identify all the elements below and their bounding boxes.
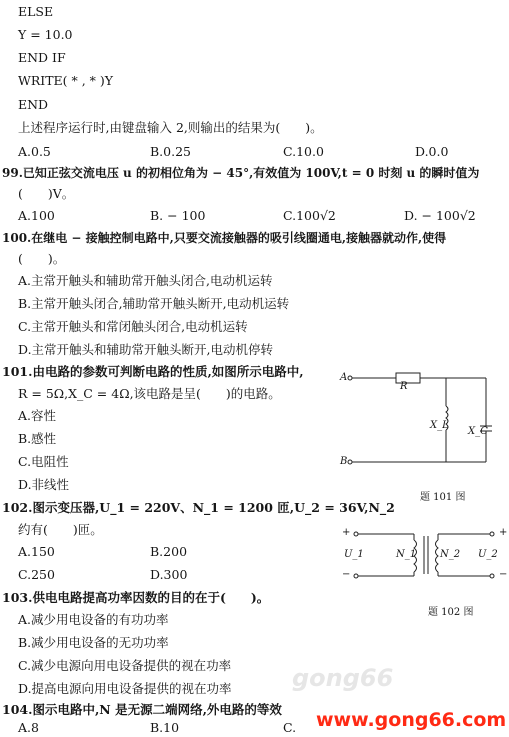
question-stem: 99.已知正弦交流电压 u 的初相位角为 − 45°,有效值为 100V,t = 0 时刻 u 的瞬时值为 <box>2 166 480 180</box>
node-b-label: B <box>340 456 348 467</box>
option-b: B. − 100 <box>150 208 206 223</box>
site-watermark: www.gong66.com <box>316 709 507 731</box>
option-b: B.减少用电设备的无功功率 <box>18 635 169 650</box>
question-stem-cont: ( )V。 <box>18 186 75 201</box>
question-stem: 101.由电路的参数可判断电路的性质,如图所示电路中, <box>2 364 304 379</box>
option-a: A.减少用电设备的有功功率 <box>18 612 169 627</box>
option-b: B.10 <box>150 720 180 735</box>
resistor-label: R <box>400 381 408 392</box>
option-b: B.200 <box>150 544 188 559</box>
code-line: Y = 10.0 <box>18 27 73 42</box>
option-b: B.0.25 <box>150 144 191 159</box>
option-b: B.感性 <box>18 431 57 446</box>
option-a: A.容性 <box>18 408 57 423</box>
n1-label: N_1 <box>396 549 417 560</box>
code-line: WRITE( * , * )Y <box>18 73 114 88</box>
option-d: D.主常开触头和辅助常开触头断开,电动机停转 <box>18 342 274 357</box>
plus-left: + <box>342 527 351 538</box>
figure-102-caption: 题 102 图 <box>428 607 474 618</box>
minus-left: − <box>342 569 351 580</box>
plus-right: + <box>499 527 508 538</box>
option-c: C.10.0 <box>283 144 324 159</box>
option-d: D.300 <box>150 567 188 582</box>
faint-watermark: gong66 <box>292 664 394 692</box>
question-stem-cont: R = 5Ω,X_C = 4Ω,该电路是呈( )的电路。 <box>18 386 281 401</box>
question-stem: 102.图示变压器,U_1 = 220V、N_1 = 1200 匝,U_2 = 36V,N_2 <box>2 500 395 515</box>
minus-right: − <box>499 569 508 580</box>
question-stem: 103.供电电路提高功率因数的目的在于( )。 <box>2 590 270 605</box>
option-a: A.150 <box>18 544 55 559</box>
option-a: A.主常开触头和辅助常开触头闭合,电动机运转 <box>18 273 273 288</box>
u1-label: U_1 <box>344 549 364 560</box>
code-line: END IF <box>18 50 66 65</box>
option-c: C.250 <box>18 567 55 582</box>
option-c: C.100√2 <box>283 208 336 223</box>
option-c: C.减少电源向用电设备提供的视在功率 <box>18 658 232 673</box>
option-b: B.主常开触头闭合,辅助常开触头断开,电动机运转 <box>18 296 290 311</box>
option-a: A.8 <box>18 720 39 735</box>
code-line: END <box>18 97 49 112</box>
question-stem: 上述程序运行时,由键盘输入 2,则输出的结果为( )。 <box>18 120 323 135</box>
option-c: C.主常开触头和常闭触头闭合,电动机运转 <box>18 319 248 334</box>
option-d: D.提高电源向用电设备提供的视在功率 <box>18 681 232 696</box>
option-a: A.0.5 <box>18 144 51 159</box>
option-a: A.100 <box>18 208 55 223</box>
n2-label: N_2 <box>440 549 461 560</box>
option-d: D. − 100√2 <box>404 208 476 223</box>
option-c: C. <box>283 720 297 735</box>
code-line: ELSE <box>18 4 54 19</box>
question-stem: 100.在继电 − 接触控制电路中,只要交流接触器的吸引线圈通电,接触器就动作,使得 <box>2 231 447 245</box>
question-stem-cont: ( )。 <box>18 251 66 266</box>
option-d: D.非线性 <box>18 477 70 492</box>
node-a-label: A <box>340 372 348 383</box>
option-c: C.电阻性 <box>18 454 69 469</box>
option-d: D.0.0 <box>415 144 449 159</box>
figure-101-caption: 题 101 图 <box>420 492 466 503</box>
u2-label: U_2 <box>478 549 498 560</box>
question-stem: 104.图示电路中,N 是无源二端网络,外电路的等效 <box>2 702 282 717</box>
question-stem-cont: 约有( )匝。 <box>18 522 103 537</box>
capacitor-label: X_C <box>468 426 488 437</box>
inductor-label: X_L <box>430 420 449 431</box>
